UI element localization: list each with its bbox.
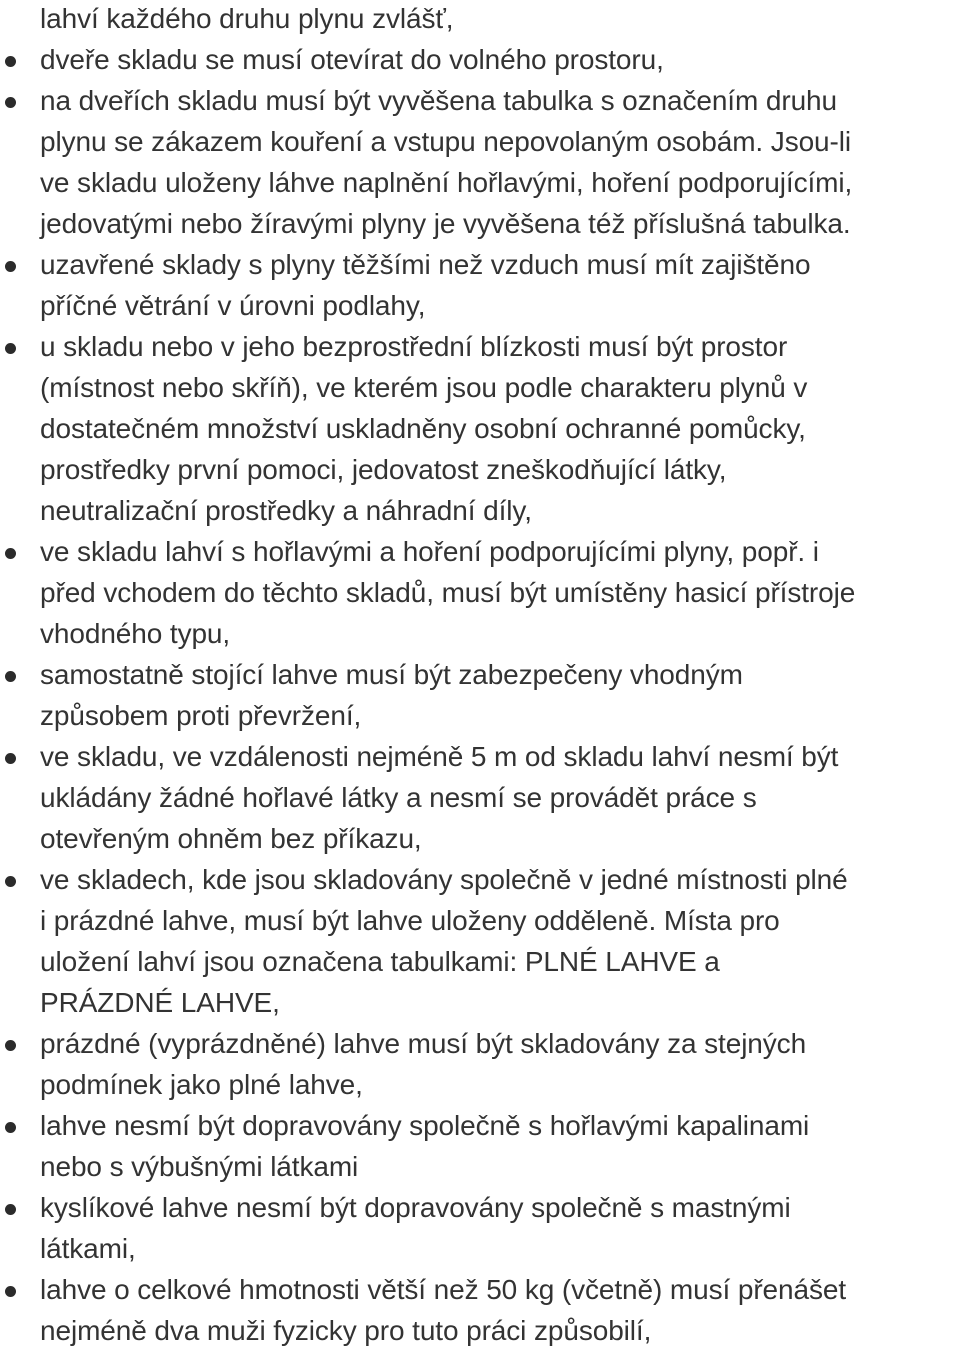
list-item-line: otevřeným ohněm bez příkazu, xyxy=(40,823,422,854)
bullet-icon xyxy=(5,753,16,764)
list-item-line: jedovatými nebo žíravými plyny je vyvěšena též příslušná tabulka. xyxy=(40,208,851,239)
bullet-icon xyxy=(5,1286,16,1297)
list-item-line: prázdné (vyprázdněné) lahve musí být skladovány za stejných xyxy=(40,1028,807,1059)
list-item-line: ve skladu, ve vzdálenosti nejméně 5 m od skladu lahví nesmí být xyxy=(40,741,839,772)
bullet-icon xyxy=(5,1122,16,1133)
list-item-line: uzavřené sklady s plyny těžšími než vzduch musí mít zajištěno xyxy=(40,249,811,280)
continuation-line: lahví každého druhu plynu zvlášť, xyxy=(40,3,454,34)
bullet-icon xyxy=(5,261,16,272)
list-item-line: u skladu nebo v jeho bezprostřední blízkosti musí být prostor xyxy=(40,331,788,362)
list-item-line: prostředky první pomoci, jedovatost zneškodňující látky, xyxy=(40,454,727,485)
bullet-icon xyxy=(5,1204,16,1215)
list-item-line: kyslíkové lahve nesmí být dopravovány společně s mastnými xyxy=(40,1192,791,1223)
list-item-line: plynu se zákazem kouření a vstupu nepovolaným osobám. Jsou-li xyxy=(40,126,852,157)
list-item-line: způsobem proti převržení, xyxy=(40,700,362,731)
list-item-line: vhodného typu, xyxy=(40,618,231,649)
list-item-line: i prázdné lahve, musí být lahve uloženy odděleně. Místa pro xyxy=(40,905,780,936)
list-item-line: dveře skladu se musí otevírat do volného prostoru, xyxy=(40,44,664,75)
list-item-line: neutralizační prostředky a náhradní díly, xyxy=(40,495,532,526)
list-item-line: ve skladu uloženy láhve naplnění hořlavými, hoření podporujícími, xyxy=(40,167,853,198)
bullet-icon xyxy=(5,548,16,559)
list-item-line: příčné větrání v úrovni podlahy, xyxy=(40,290,426,321)
list-item-line: ve skladech, kde jsou skladovány společně v jedné místnosti plné xyxy=(40,864,848,895)
list-item-line: lahve o celkové hmotnosti větší než 50 kg (včetně) musí přenášet xyxy=(40,1274,847,1305)
list-item-line: podmínek jako plné lahve, xyxy=(40,1069,363,1100)
list-item-line: látkami, xyxy=(40,1233,136,1264)
bullet-icon xyxy=(5,671,16,682)
list-item-line: ve skladu lahví s hořlavými a hoření podporujícími plyny, popř. i xyxy=(40,536,819,567)
bullet-icon xyxy=(5,97,16,108)
list-item-line: lahve nesmí být dopravovány společně s hořlavými kapalinami xyxy=(40,1110,810,1141)
list-item-line: samostatně stojící lahve musí být zabezpečeny vhodným xyxy=(40,659,743,690)
list-item-line: nejméně dva muži fyzicky pro tuto práci způsobilí, xyxy=(40,1315,652,1346)
list-item-line: uložení lahví jsou označena tabulkami: PLNÉ LAHVE a xyxy=(40,946,720,977)
list-item-line: ukládány žádné hořlavé látky a nesmí se provádět práce s xyxy=(40,782,757,813)
bullet-icon xyxy=(5,1040,16,1051)
list-item-line: PRÁZDNÉ LAHVE, xyxy=(40,987,280,1018)
bullet-icon xyxy=(5,56,16,67)
bullet-icon xyxy=(5,343,16,354)
list-item-line: nebo s výbušnými látkami xyxy=(40,1151,359,1182)
bullet-icon xyxy=(5,876,16,887)
list-item-line: na dveřích skladu musí být vyvěšena tabulka s označením druhu xyxy=(40,85,838,116)
list-item-line: před vchodem do těchto skladů, musí být umístěny hasicí přístroje xyxy=(40,577,856,608)
list-item-line: (místnost nebo skříň), ve kterém jsou podle charakteru plynů v xyxy=(40,372,808,403)
list-item-line: dostatečném množství uskladněny osobní ochranné pomůcky, xyxy=(40,413,806,444)
